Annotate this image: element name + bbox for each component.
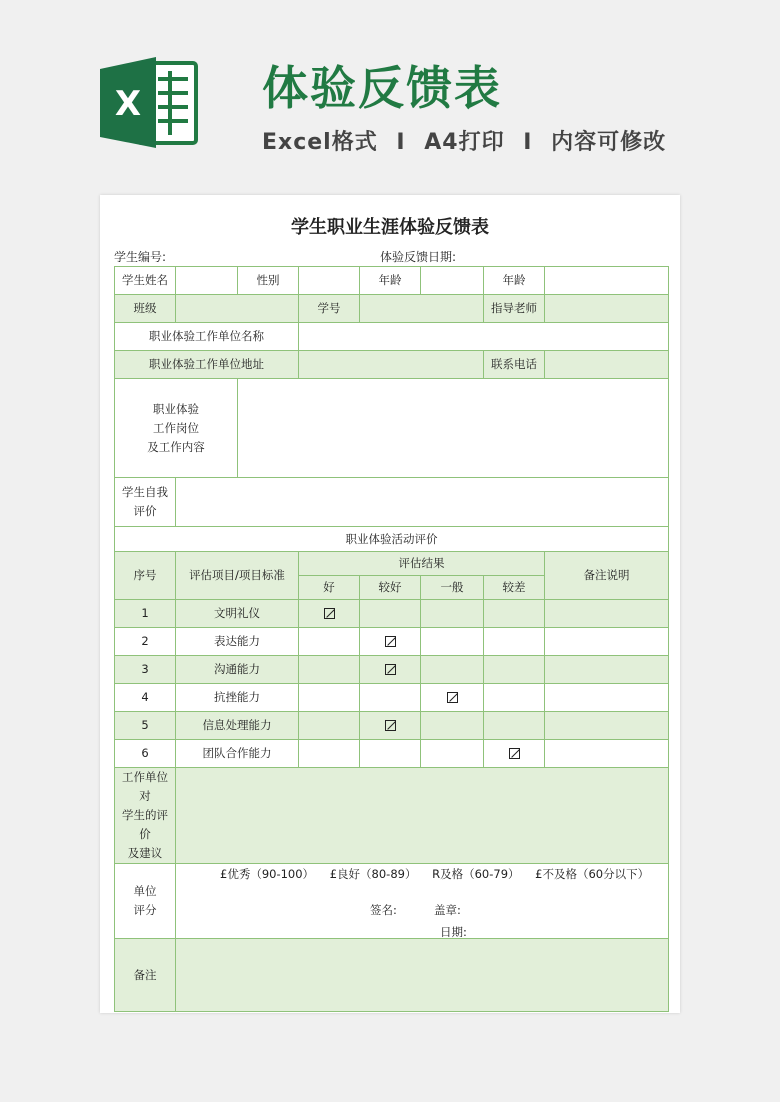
- unit-score-field[interactable]: [176, 864, 669, 939]
- position-field[interactable]: [238, 379, 669, 478]
- item-name: 抗挫能力: [176, 684, 299, 712]
- item-no: 4: [115, 684, 176, 712]
- checkbox-checked-icon[interactable]: [509, 748, 520, 759]
- score-option-fail[interactable]: £不及格（60分以下）: [535, 867, 650, 881]
- check-cell[interactable]: [360, 740, 421, 768]
- checkbox-checked-icon[interactable]: [385, 664, 396, 675]
- remark-cell[interactable]: [545, 628, 669, 656]
- table-row: [115, 323, 669, 351]
- item-name: 团队合作能力: [176, 740, 299, 768]
- check-cell[interactable]: [484, 684, 545, 712]
- check-cell[interactable]: [484, 656, 545, 684]
- item-no: 2: [115, 628, 176, 656]
- check-cell[interactable]: [484, 600, 545, 628]
- check-cell[interactable]: [421, 600, 484, 628]
- checkbox-checked-icon[interactable]: [447, 692, 458, 703]
- score-option-pass[interactable]: R及格（60-79）: [432, 867, 520, 881]
- table-row: [115, 684, 669, 712]
- student-id-label: 学号: [299, 295, 360, 323]
- remark-cell[interactable]: [545, 740, 669, 768]
- check-cell[interactable]: [360, 684, 421, 712]
- document-sheet: [100, 195, 680, 1013]
- age-field[interactable]: [421, 267, 484, 295]
- table-row: [115, 351, 669, 379]
- subtitle-separator: I: [523, 130, 533, 155]
- name-field[interactable]: [176, 267, 238, 295]
- item-no: 3: [115, 656, 176, 684]
- grade-fairly-good: 较好: [360, 576, 421, 600]
- table-row: [115, 527, 669, 552]
- grade-average: 一般: [421, 576, 484, 600]
- remark-cell[interactable]: [545, 684, 669, 712]
- check-cell[interactable]: [421, 628, 484, 656]
- feedback-date-label: 体验反馈日期:: [380, 250, 457, 264]
- gender-field[interactable]: [299, 267, 360, 295]
- check-cell[interactable]: [360, 712, 421, 740]
- check-cell[interactable]: [421, 712, 484, 740]
- check-cell[interactable]: [484, 628, 545, 656]
- advisor-label: 指导老师: [484, 295, 545, 323]
- age-field-2[interactable]: [545, 267, 669, 295]
- item-name: 表达能力: [176, 628, 299, 656]
- checkbox-checked-icon[interactable]: [385, 720, 396, 731]
- activity-eval-title: 职业体验活动评价: [115, 527, 669, 552]
- advisor-field[interactable]: [545, 295, 669, 323]
- item-no: 6: [115, 740, 176, 768]
- table-row: [115, 552, 669, 576]
- table-row: [115, 740, 669, 768]
- student-no-label: 学生编号:: [114, 250, 167, 264]
- page-subtitle: [262, 125, 666, 156]
- item-name: 沟通能力: [176, 656, 299, 684]
- table-row: [115, 939, 669, 1012]
- check-cell[interactable]: [299, 684, 360, 712]
- checkbox-checked-icon[interactable]: [324, 608, 335, 619]
- position-label: 职业体验 工作岗位 及工作内容: [115, 379, 238, 478]
- item-no: 5: [115, 712, 176, 740]
- gender-label: 性别: [238, 267, 299, 295]
- class-label: 班级: [115, 295, 176, 323]
- excel-icon: [100, 55, 200, 150]
- age-label-2: 年龄: [484, 267, 545, 295]
- check-cell[interactable]: [299, 712, 360, 740]
- subtitle-format: Excel格式: [262, 130, 378, 155]
- score-option-excellent[interactable]: £优秀（90-100）: [220, 867, 315, 881]
- unit-name-field[interactable]: [299, 323, 669, 351]
- check-cell[interactable]: [299, 740, 360, 768]
- remark-cell[interactable]: [545, 712, 669, 740]
- col-result-header: 评估结果: [299, 552, 545, 576]
- table-row: [115, 600, 669, 628]
- grade-poor: 较差: [484, 576, 545, 600]
- check-cell[interactable]: [484, 712, 545, 740]
- col-item-header: 评估项目/项目标准: [176, 552, 299, 600]
- unit-name-label: 职业体验工作单位名称: [115, 323, 299, 351]
- table-row: [115, 768, 669, 864]
- check-cell[interactable]: [299, 600, 360, 628]
- check-cell[interactable]: [421, 740, 484, 768]
- check-cell[interactable]: [299, 656, 360, 684]
- contact-phone-field[interactable]: [545, 351, 669, 379]
- check-cell[interactable]: [360, 600, 421, 628]
- student-id-field[interactable]: [360, 295, 484, 323]
- item-name: 信息处理能力: [176, 712, 299, 740]
- remark-cell[interactable]: [545, 600, 669, 628]
- contact-phone-label: 联系电话: [484, 351, 545, 379]
- subtitle-paper: A4打印: [424, 130, 505, 155]
- subtitle-edit: 内容可修改: [551, 130, 667, 155]
- table-row: [115, 656, 669, 684]
- remark-field[interactable]: [176, 939, 669, 1012]
- check-cell[interactable]: [299, 628, 360, 656]
- table-row: [115, 628, 669, 656]
- table-row: [115, 864, 669, 939]
- seal-label: 盖章:: [434, 903, 461, 917]
- table-row: [115, 478, 669, 527]
- item-no: 1: [115, 600, 176, 628]
- remark-cell[interactable]: [545, 656, 669, 684]
- name-label: 学生姓名: [115, 267, 176, 295]
- col-remark-header: 备注说明: [545, 552, 669, 600]
- subtitle-separator: I: [396, 130, 406, 155]
- form-title: 学生职业生涯体验反馈表: [291, 217, 489, 238]
- table-row: [115, 295, 669, 323]
- unit-eval-label: 工作单位对 学生的评价 及建议: [115, 768, 176, 864]
- date-label: 日期:: [440, 925, 467, 939]
- class-field[interactable]: [176, 295, 299, 323]
- item-name: 文明礼仪: [176, 600, 299, 628]
- check-cell[interactable]: [421, 656, 484, 684]
- check-cell[interactable]: [360, 656, 421, 684]
- score-options: [220, 866, 661, 883]
- self-eval-label: 学生自我 评价: [115, 478, 176, 527]
- table-row: [115, 712, 669, 740]
- unit-eval-field[interactable]: [176, 768, 669, 864]
- feedback-form-table: [114, 266, 669, 1012]
- table-row: [115, 379, 669, 478]
- table-row: [115, 267, 669, 295]
- age-label: 年龄: [360, 267, 421, 295]
- check-cell[interactable]: [360, 628, 421, 656]
- score-option-good[interactable]: £良好（80-89）: [329, 867, 417, 881]
- checkbox-checked-icon[interactable]: [385, 636, 396, 647]
- check-cell[interactable]: [484, 740, 545, 768]
- logo-letter: X: [114, 84, 142, 124]
- unit-address-field[interactable]: [299, 351, 484, 379]
- self-eval-field[interactable]: [176, 478, 669, 527]
- check-cell[interactable]: [421, 684, 484, 712]
- sign-label: 签名:: [370, 903, 397, 917]
- grade-good: 好: [299, 576, 360, 600]
- page-title: 体验反馈表: [262, 61, 502, 115]
- unit-score-label: 单位 评分: [115, 864, 176, 939]
- remark-label: 备注: [115, 939, 176, 1012]
- unit-address-label: 职业体验工作单位地址: [115, 351, 299, 379]
- col-no-header: 序号: [115, 552, 176, 600]
